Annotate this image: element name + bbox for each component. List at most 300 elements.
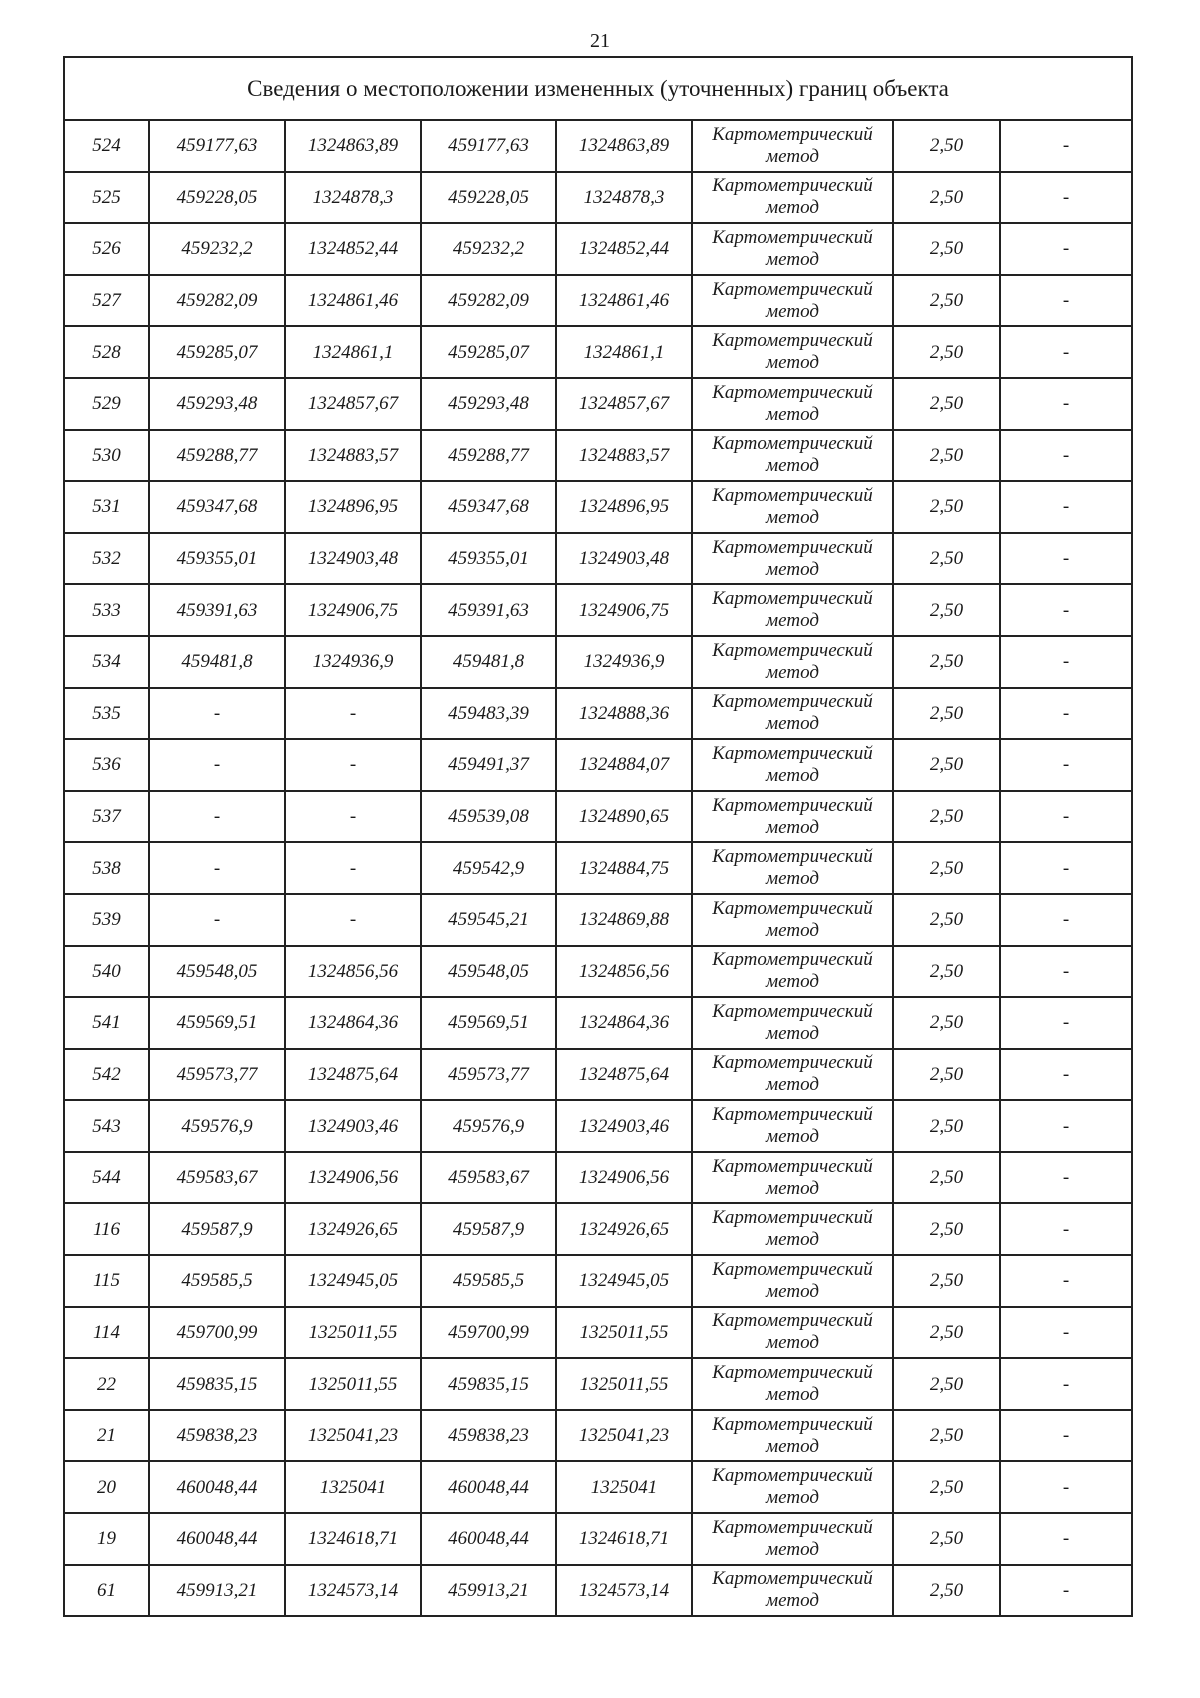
method-line-1: Картометрический bbox=[712, 639, 873, 661]
method-cell bbox=[692, 1513, 893, 1565]
y-refined-cell: 1325041 bbox=[556, 1461, 692, 1513]
x-refined-cell: 459545,21 bbox=[421, 894, 556, 946]
method-line-1: Картометрический bbox=[712, 484, 873, 506]
note-cell: - bbox=[1000, 172, 1132, 224]
point-number-cell: 539 bbox=[64, 894, 149, 946]
table-row bbox=[64, 584, 1132, 636]
x-existing-cell: - bbox=[149, 791, 285, 843]
accuracy-cell: 2,50 bbox=[893, 791, 1000, 843]
x-existing-cell: 459228,05 bbox=[149, 172, 285, 224]
table-row bbox=[64, 636, 1132, 688]
x-refined-cell: 459573,77 bbox=[421, 1049, 556, 1101]
x-existing-cell: - bbox=[149, 842, 285, 894]
y-existing-cell: 1324936,9 bbox=[285, 636, 421, 688]
y-existing-cell: 1324852,44 bbox=[285, 223, 421, 275]
point-number-cell: 526 bbox=[64, 223, 149, 275]
accuracy-cell: 2,50 bbox=[893, 481, 1000, 533]
table-row bbox=[64, 223, 1132, 275]
point-number-cell: 524 bbox=[64, 120, 149, 172]
note-cell: - bbox=[1000, 1410, 1132, 1462]
note-cell: - bbox=[1000, 430, 1132, 482]
method-line-1: Картометрический bbox=[712, 226, 873, 248]
x-refined-cell: 459288,77 bbox=[421, 430, 556, 482]
table-row bbox=[64, 378, 1132, 430]
method-line-1: Картометрический bbox=[712, 794, 873, 816]
y-refined-cell: 1325011,55 bbox=[556, 1307, 692, 1359]
method-cell bbox=[692, 946, 893, 998]
x-existing-cell: 459232,2 bbox=[149, 223, 285, 275]
accuracy-cell: 2,50 bbox=[893, 1513, 1000, 1565]
table-row bbox=[64, 842, 1132, 894]
method-line-1: Картометрический bbox=[712, 381, 873, 403]
method-cell bbox=[692, 1410, 893, 1462]
y-refined-cell: 1324857,67 bbox=[556, 378, 692, 430]
note-cell: - bbox=[1000, 120, 1132, 172]
y-existing-cell: 1325041,23 bbox=[285, 1410, 421, 1462]
x-refined-cell: 459700,99 bbox=[421, 1307, 556, 1359]
accuracy-cell: 2,50 bbox=[893, 326, 1000, 378]
x-refined-cell: 459548,05 bbox=[421, 946, 556, 998]
point-number-cell: 19 bbox=[64, 1513, 149, 1565]
method-line-1: Картометрический bbox=[712, 846, 873, 868]
method-line-2: метод bbox=[766, 248, 819, 270]
y-refined-cell: 1324573,14 bbox=[556, 1565, 692, 1617]
point-number-cell: 114 bbox=[64, 1307, 149, 1359]
method-line-2: метод bbox=[766, 352, 819, 374]
method-line-1: Картометрический bbox=[712, 330, 873, 352]
method-cell bbox=[692, 1049, 893, 1101]
y-existing-cell: 1324903,46 bbox=[285, 1100, 421, 1152]
y-existing-cell: 1324875,64 bbox=[285, 1049, 421, 1101]
method-cell bbox=[692, 636, 893, 688]
accuracy-cell: 2,50 bbox=[893, 739, 1000, 791]
point-number-cell: 115 bbox=[64, 1255, 149, 1307]
method-cell bbox=[692, 172, 893, 224]
note-cell: - bbox=[1000, 1255, 1132, 1307]
point-number-cell: 527 bbox=[64, 275, 149, 327]
note-cell: - bbox=[1000, 378, 1132, 430]
method-line-1: Картометрический bbox=[712, 433, 873, 455]
x-existing-cell: 459391,63 bbox=[149, 584, 285, 636]
y-existing-cell: 1324945,05 bbox=[285, 1255, 421, 1307]
accuracy-cell: 2,50 bbox=[893, 842, 1000, 894]
method-cell bbox=[692, 1565, 893, 1617]
method-line-2: метод bbox=[766, 1487, 819, 1509]
accuracy-cell: 2,50 bbox=[893, 1461, 1000, 1513]
method-cell bbox=[692, 120, 893, 172]
x-refined-cell: 459913,21 bbox=[421, 1565, 556, 1617]
x-existing-cell: 459288,77 bbox=[149, 430, 285, 482]
note-cell: - bbox=[1000, 1358, 1132, 1410]
accuracy-cell: 2,50 bbox=[893, 636, 1000, 688]
accuracy-cell: 2,50 bbox=[893, 533, 1000, 585]
accuracy-cell: 2,50 bbox=[893, 1307, 1000, 1359]
method-cell bbox=[692, 275, 893, 327]
method-line-1: Картометрический bbox=[712, 1052, 873, 1074]
table-row bbox=[64, 946, 1132, 998]
point-number-cell: 61 bbox=[64, 1565, 149, 1617]
method-cell bbox=[692, 894, 893, 946]
table-row bbox=[64, 533, 1132, 585]
x-existing-cell: 459177,63 bbox=[149, 120, 285, 172]
y-existing-cell: 1324861,46 bbox=[285, 275, 421, 327]
x-existing-cell: - bbox=[149, 894, 285, 946]
y-existing-cell: - bbox=[285, 791, 421, 843]
accuracy-cell: 2,50 bbox=[893, 1410, 1000, 1462]
accuracy-cell: 2,50 bbox=[893, 1203, 1000, 1255]
note-cell: - bbox=[1000, 275, 1132, 327]
x-existing-cell: 460048,44 bbox=[149, 1513, 285, 1565]
x-refined-cell: 459583,67 bbox=[421, 1152, 556, 1204]
method-line-1: Картометрический bbox=[712, 1516, 873, 1538]
method-line-2: метод bbox=[766, 1384, 819, 1406]
point-number-cell: 535 bbox=[64, 688, 149, 740]
point-number-cell: 532 bbox=[64, 533, 149, 585]
method-line-1: Картометрический bbox=[712, 536, 873, 558]
note-cell: - bbox=[1000, 636, 1132, 688]
method-cell bbox=[692, 533, 893, 585]
method-cell bbox=[692, 1307, 893, 1359]
y-refined-cell: 1324906,56 bbox=[556, 1152, 692, 1204]
method-line-2: метод bbox=[766, 713, 819, 735]
y-existing-cell: - bbox=[285, 842, 421, 894]
note-cell: - bbox=[1000, 842, 1132, 894]
y-existing-cell: 1324864,36 bbox=[285, 997, 421, 1049]
accuracy-cell: 2,50 bbox=[893, 1565, 1000, 1617]
accuracy-cell: 2,50 bbox=[893, 120, 1000, 172]
y-existing-cell: 1324903,48 bbox=[285, 533, 421, 585]
method-cell bbox=[692, 430, 893, 482]
method-line-2: метод bbox=[766, 868, 819, 890]
note-cell: - bbox=[1000, 997, 1132, 1049]
accuracy-cell: 2,50 bbox=[893, 584, 1000, 636]
x-existing-cell: 459838,23 bbox=[149, 1410, 285, 1462]
table-row bbox=[64, 275, 1132, 327]
method-cell bbox=[692, 584, 893, 636]
method-line-1: Картометрический bbox=[712, 1568, 873, 1590]
x-refined-cell: 459491,37 bbox=[421, 739, 556, 791]
accuracy-cell: 2,50 bbox=[893, 1100, 1000, 1152]
method-line-1: Картометрический bbox=[712, 691, 873, 713]
accuracy-cell: 2,50 bbox=[893, 946, 1000, 998]
x-existing-cell: 459481,8 bbox=[149, 636, 285, 688]
note-cell: - bbox=[1000, 1152, 1132, 1204]
x-existing-cell: 459576,9 bbox=[149, 1100, 285, 1152]
y-refined-cell: 1324869,88 bbox=[556, 894, 692, 946]
table-row bbox=[64, 430, 1132, 482]
x-refined-cell: 459835,15 bbox=[421, 1358, 556, 1410]
y-refined-cell: 1324884,75 bbox=[556, 842, 692, 894]
x-refined-cell: 459347,68 bbox=[421, 481, 556, 533]
table-row bbox=[64, 1100, 1132, 1152]
method-line-2: метод bbox=[766, 455, 819, 477]
note-cell: - bbox=[1000, 1513, 1132, 1565]
y-existing-cell: - bbox=[285, 894, 421, 946]
x-refined-cell: 459576,9 bbox=[421, 1100, 556, 1152]
x-refined-cell: 460048,44 bbox=[421, 1513, 556, 1565]
method-line-2: метод bbox=[766, 1538, 819, 1560]
note-cell: - bbox=[1000, 894, 1132, 946]
point-number-cell: 116 bbox=[64, 1203, 149, 1255]
table-row bbox=[64, 688, 1132, 740]
x-refined-cell: 459539,08 bbox=[421, 791, 556, 843]
x-refined-cell: 459232,2 bbox=[421, 223, 556, 275]
method-line-2: метод bbox=[766, 971, 819, 993]
x-existing-cell: 459285,07 bbox=[149, 326, 285, 378]
note-cell: - bbox=[1000, 791, 1132, 843]
y-existing-cell: - bbox=[285, 688, 421, 740]
y-existing-cell: 1324896,95 bbox=[285, 481, 421, 533]
note-cell: - bbox=[1000, 223, 1132, 275]
accuracy-cell: 2,50 bbox=[893, 1255, 1000, 1307]
x-existing-cell: 459913,21 bbox=[149, 1565, 285, 1617]
y-refined-cell: 1324856,56 bbox=[556, 946, 692, 998]
y-refined-cell: 1324875,64 bbox=[556, 1049, 692, 1101]
y-refined-cell: 1324852,44 bbox=[556, 223, 692, 275]
y-existing-cell: 1324906,75 bbox=[285, 584, 421, 636]
x-refined-cell: 459481,8 bbox=[421, 636, 556, 688]
page-number: 21 bbox=[590, 30, 610, 52]
method-line-2: метод bbox=[766, 1177, 819, 1199]
method-line-1: Картометрический bbox=[712, 1413, 873, 1435]
method-cell bbox=[692, 791, 893, 843]
method-cell bbox=[692, 997, 893, 1049]
table-row bbox=[64, 1565, 1132, 1617]
x-existing-cell: - bbox=[149, 739, 285, 791]
point-number-cell: 533 bbox=[64, 584, 149, 636]
y-refined-cell: 1325011,55 bbox=[556, 1358, 692, 1410]
accuracy-cell: 2,50 bbox=[893, 1049, 1000, 1101]
y-refined-cell: 1324936,9 bbox=[556, 636, 692, 688]
method-line-1: Картометрический bbox=[712, 1155, 873, 1177]
x-refined-cell: 459177,63 bbox=[421, 120, 556, 172]
point-number-cell: 538 bbox=[64, 842, 149, 894]
x-refined-cell: 459228,05 bbox=[421, 172, 556, 224]
method-cell bbox=[692, 1461, 893, 1513]
y-refined-cell: 1324618,71 bbox=[556, 1513, 692, 1565]
x-refined-cell: 460048,44 bbox=[421, 1461, 556, 1513]
method-line-1: Картометрический bbox=[712, 1465, 873, 1487]
table-row bbox=[64, 1203, 1132, 1255]
accuracy-cell: 2,50 bbox=[893, 688, 1000, 740]
method-line-2: метод bbox=[766, 558, 819, 580]
accuracy-cell: 2,50 bbox=[893, 275, 1000, 327]
method-line-2: метод bbox=[766, 197, 819, 219]
point-number-cell: 528 bbox=[64, 326, 149, 378]
method-cell bbox=[692, 223, 893, 275]
y-refined-cell: 1324945,05 bbox=[556, 1255, 692, 1307]
method-line-2: метод bbox=[766, 610, 819, 632]
y-refined-cell: 1324878,3 bbox=[556, 172, 692, 224]
y-refined-cell: 1324883,57 bbox=[556, 430, 692, 482]
method-line-2: метод bbox=[766, 1022, 819, 1044]
method-cell bbox=[692, 739, 893, 791]
note-cell: - bbox=[1000, 584, 1132, 636]
method-line-1: Картометрический bbox=[712, 175, 873, 197]
y-refined-cell: 1324906,75 bbox=[556, 584, 692, 636]
y-refined-cell: 1324903,48 bbox=[556, 533, 692, 585]
y-existing-cell: 1324618,71 bbox=[285, 1513, 421, 1565]
method-cell bbox=[692, 1358, 893, 1410]
point-number-cell: 537 bbox=[64, 791, 149, 843]
accuracy-cell: 2,50 bbox=[893, 1358, 1000, 1410]
method-line-2: метод bbox=[766, 1280, 819, 1302]
x-refined-cell: 459542,9 bbox=[421, 842, 556, 894]
method-line-2: метод bbox=[766, 300, 819, 322]
accuracy-cell: 2,50 bbox=[893, 1152, 1000, 1204]
y-existing-cell: 1324926,65 bbox=[285, 1203, 421, 1255]
note-cell: - bbox=[1000, 1049, 1132, 1101]
method-cell bbox=[692, 481, 893, 533]
note-cell: - bbox=[1000, 688, 1132, 740]
method-line-1: Картометрический bbox=[712, 742, 873, 764]
x-existing-cell: 459569,51 bbox=[149, 997, 285, 1049]
x-refined-cell: 459483,39 bbox=[421, 688, 556, 740]
y-existing-cell: 1324861,1 bbox=[285, 326, 421, 378]
method-line-1: Картометрический bbox=[712, 1258, 873, 1280]
table-title-row bbox=[64, 57, 1132, 120]
x-refined-cell: 459355,01 bbox=[421, 533, 556, 585]
point-number-cell: 529 bbox=[64, 378, 149, 430]
method-line-2: метод bbox=[766, 816, 819, 838]
method-line-1: Картометрический bbox=[712, 1207, 873, 1229]
table-row bbox=[64, 1410, 1132, 1462]
point-number-cell: 540 bbox=[64, 946, 149, 998]
x-existing-cell: 459585,5 bbox=[149, 1255, 285, 1307]
x-existing-cell: 459548,05 bbox=[149, 946, 285, 998]
y-refined-cell: 1324890,65 bbox=[556, 791, 692, 843]
x-existing-cell: 459347,68 bbox=[149, 481, 285, 533]
point-number-cell: 534 bbox=[64, 636, 149, 688]
y-refined-cell: 1324903,46 bbox=[556, 1100, 692, 1152]
method-cell bbox=[692, 1255, 893, 1307]
method-line-2: метод bbox=[766, 764, 819, 786]
x-existing-cell: 459700,99 bbox=[149, 1307, 285, 1359]
point-number-cell: 530 bbox=[64, 430, 149, 482]
method-line-2: метод bbox=[766, 1229, 819, 1251]
method-line-2: метод bbox=[766, 1126, 819, 1148]
method-cell bbox=[692, 1203, 893, 1255]
y-existing-cell: 1324883,57 bbox=[285, 430, 421, 482]
table-row bbox=[64, 172, 1132, 224]
point-number-cell: 543 bbox=[64, 1100, 149, 1152]
method-line-2: метод bbox=[766, 145, 819, 167]
method-cell bbox=[692, 1152, 893, 1204]
point-number-cell: 21 bbox=[64, 1410, 149, 1462]
note-cell: - bbox=[1000, 739, 1132, 791]
note-cell: - bbox=[1000, 326, 1132, 378]
method-cell bbox=[692, 326, 893, 378]
method-cell bbox=[692, 842, 893, 894]
y-refined-cell: 1324861,1 bbox=[556, 326, 692, 378]
table-row bbox=[64, 120, 1132, 172]
x-refined-cell: 459285,07 bbox=[421, 326, 556, 378]
y-existing-cell: 1324857,67 bbox=[285, 378, 421, 430]
x-existing-cell: - bbox=[149, 688, 285, 740]
method-cell bbox=[692, 688, 893, 740]
y-existing-cell: 1324863,89 bbox=[285, 120, 421, 172]
method-line-1: Картометрический bbox=[712, 1000, 873, 1022]
y-existing-cell: 1324856,56 bbox=[285, 946, 421, 998]
method-cell bbox=[692, 378, 893, 430]
table-title: Сведения о местоположении измененных (уточненных) границ объекта bbox=[64, 57, 1132, 120]
method-line-1: Картометрический bbox=[712, 588, 873, 610]
y-refined-cell: 1325041,23 bbox=[556, 1410, 692, 1462]
table-row bbox=[64, 997, 1132, 1049]
note-cell: - bbox=[1000, 1203, 1132, 1255]
y-existing-cell: 1325011,55 bbox=[285, 1307, 421, 1359]
point-number-cell: 544 bbox=[64, 1152, 149, 1204]
table-row bbox=[64, 326, 1132, 378]
x-existing-cell: 460048,44 bbox=[149, 1461, 285, 1513]
x-existing-cell: 459583,67 bbox=[149, 1152, 285, 1204]
method-line-1: Картометрический bbox=[712, 278, 873, 300]
x-existing-cell: 459587,9 bbox=[149, 1203, 285, 1255]
y-refined-cell: 1324884,07 bbox=[556, 739, 692, 791]
method-line-1: Картометрический bbox=[712, 1362, 873, 1384]
method-line-1: Картометрический bbox=[712, 897, 873, 919]
y-refined-cell: 1324864,36 bbox=[556, 997, 692, 1049]
table-row bbox=[64, 1307, 1132, 1359]
x-refined-cell: 459293,48 bbox=[421, 378, 556, 430]
method-line-1: Картометрический bbox=[712, 1310, 873, 1332]
y-existing-cell: 1324878,3 bbox=[285, 172, 421, 224]
x-refined-cell: 459569,51 bbox=[421, 997, 556, 1049]
x-existing-cell: 459282,09 bbox=[149, 275, 285, 327]
accuracy-cell: 2,50 bbox=[893, 894, 1000, 946]
x-existing-cell: 459835,15 bbox=[149, 1358, 285, 1410]
y-refined-cell: 1324863,89 bbox=[556, 120, 692, 172]
method-line-2: метод bbox=[766, 1332, 819, 1354]
x-existing-cell: 459293,48 bbox=[149, 378, 285, 430]
table-row bbox=[64, 1358, 1132, 1410]
table-row bbox=[64, 739, 1132, 791]
note-cell: - bbox=[1000, 946, 1132, 998]
method-line-2: метод bbox=[766, 1435, 819, 1457]
table-row bbox=[64, 1152, 1132, 1204]
method-line-2: метод bbox=[766, 403, 819, 425]
accuracy-cell: 2,50 bbox=[893, 997, 1000, 1049]
x-refined-cell: 459587,9 bbox=[421, 1203, 556, 1255]
x-existing-cell: 459355,01 bbox=[149, 533, 285, 585]
y-refined-cell: 1324896,95 bbox=[556, 481, 692, 533]
table-row bbox=[64, 1461, 1132, 1513]
accuracy-cell: 2,50 bbox=[893, 223, 1000, 275]
boundary-coordinates-table bbox=[63, 56, 1133, 1617]
y-refined-cell: 1324861,46 bbox=[556, 275, 692, 327]
point-number-cell: 20 bbox=[64, 1461, 149, 1513]
method-cell bbox=[692, 1100, 893, 1152]
y-existing-cell: - bbox=[285, 739, 421, 791]
note-cell: - bbox=[1000, 481, 1132, 533]
note-cell: - bbox=[1000, 533, 1132, 585]
y-refined-cell: 1324888,36 bbox=[556, 688, 692, 740]
table-row bbox=[64, 481, 1132, 533]
accuracy-cell: 2,50 bbox=[893, 378, 1000, 430]
point-number-cell: 536 bbox=[64, 739, 149, 791]
method-line-1: Картометрический bbox=[712, 123, 873, 145]
y-refined-cell: 1324926,65 bbox=[556, 1203, 692, 1255]
method-line-1: Картометрический bbox=[712, 1104, 873, 1126]
method-line-2: метод bbox=[766, 661, 819, 683]
x-refined-cell: 459391,63 bbox=[421, 584, 556, 636]
y-existing-cell: 1325041 bbox=[285, 1461, 421, 1513]
point-number-cell: 531 bbox=[64, 481, 149, 533]
note-cell: - bbox=[1000, 1307, 1132, 1359]
accuracy-cell: 2,50 bbox=[893, 430, 1000, 482]
note-cell: - bbox=[1000, 1100, 1132, 1152]
y-existing-cell: 1325011,55 bbox=[285, 1358, 421, 1410]
